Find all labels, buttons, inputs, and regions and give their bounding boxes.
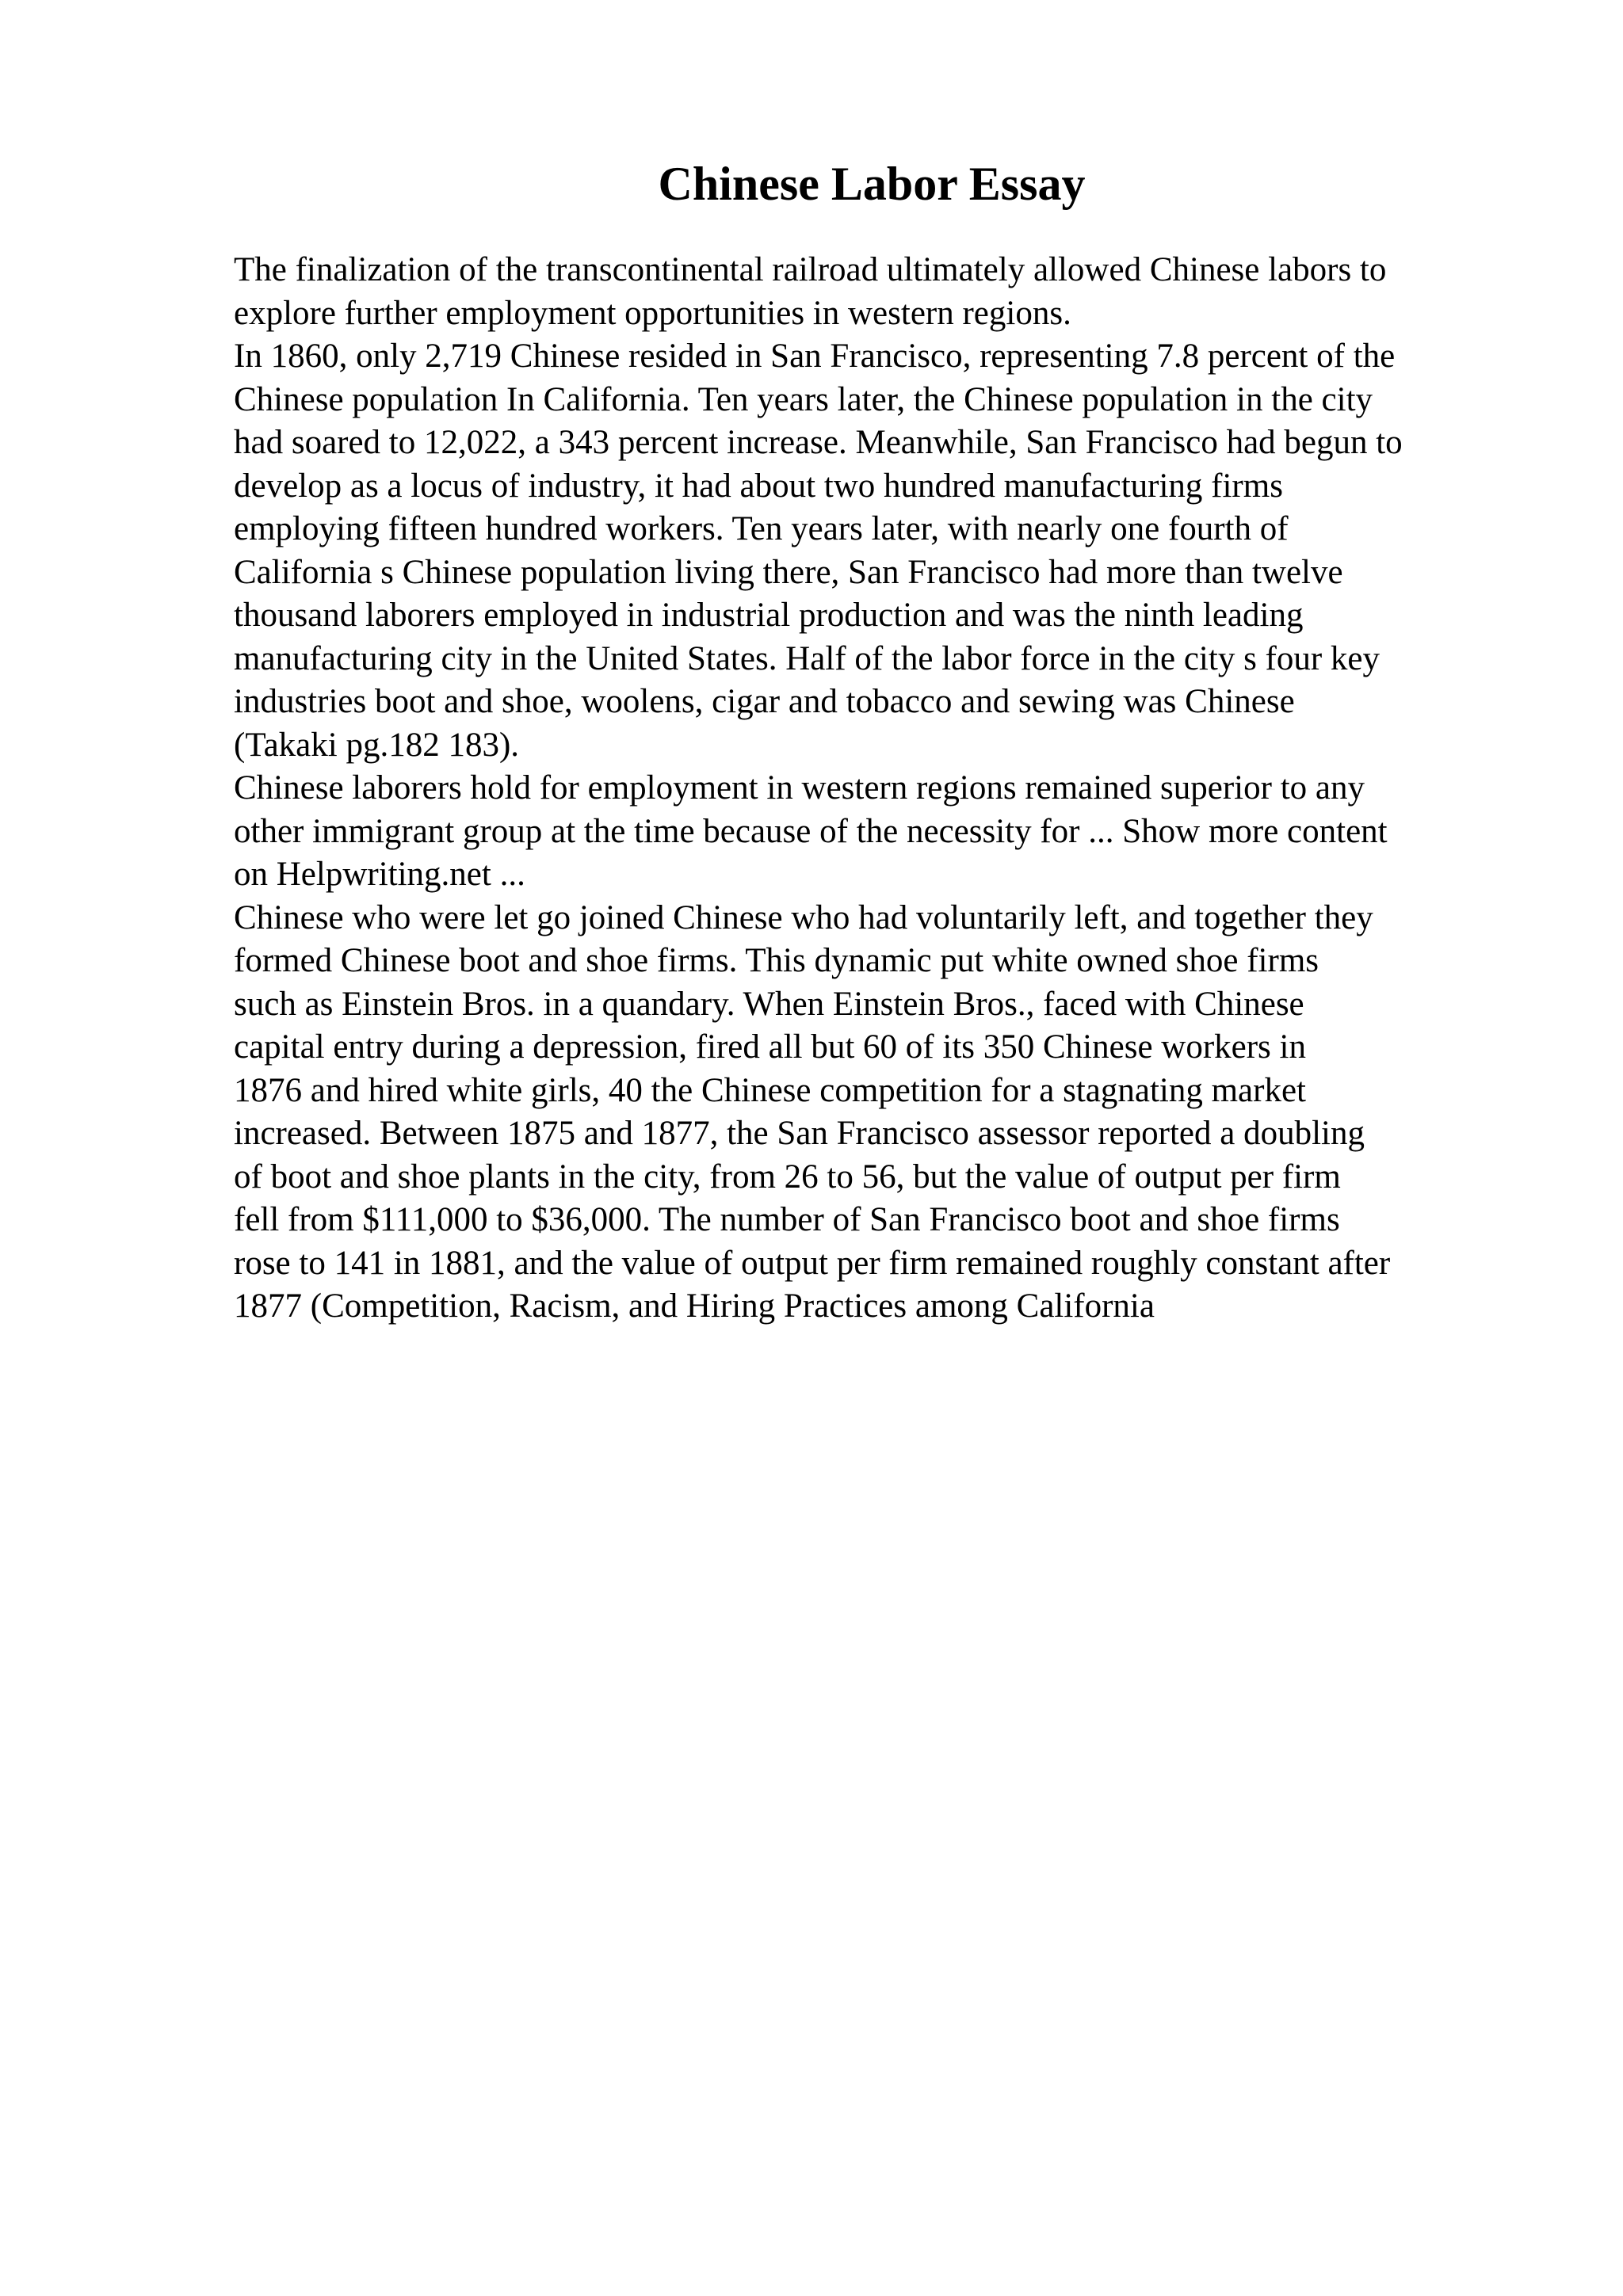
document-title: Chinese Labor Essay [658,158,1086,210]
body-line: on Helpwriting.net ... [234,856,525,893]
body-line: explore further employment opportunities in western regions. [234,294,1071,332]
body-line: Chinese who were let go joined Chinese who had voluntarily left, and together they [234,898,1373,936]
body-line: increased. Between 1875 and 1877, the San Francisco assessor reported a doubling [234,1115,1365,1152]
body-line: other immigrant group at the time because of the necessity for ... Show more content [234,812,1388,850]
body-line: 1876 and hired white girls, 40 the Chinese competition for a stagnating market [234,1071,1306,1109]
body-line: (Takaki pg.182 183). [234,726,520,764]
document-body [234,249,1597,1329]
body-line: thousand laborers employed in industrial production and was the ninth leading [234,597,1304,634]
body-line: The finalization of the transcontinental railroad ultimately allowed Chinese labors to [234,251,1387,288]
body-line: had soared to 12,022, a 343 percent increase. Meanwhile, San Francisco had begun to [234,424,1403,461]
body-line: industries boot and shoe, woolens, cigar and tobacco and sewing was Chinese [234,683,1295,720]
body-line: 1877 (Competition, Racism, and Hiring Practices among California [234,1287,1155,1325]
body-line: Chinese laborers hold for employment in western regions remained superior to any [234,769,1365,807]
body-line: fell from $111,000 to $36,000. The number of San Francisco boot and shoe firms [234,1201,1340,1238]
body-line: California s Chinese population living there, San Francisco had more than twelve [234,553,1343,591]
body-line: Chinese population In California. Ten years later, the Chinese population in the city [234,380,1373,418]
body-line: employing fifteen hundred workers. Ten years later, with nearly one fourth of [234,510,1289,547]
body-line: of boot and shoe plants in the city, from 26 to 56, but the value of output per firm [234,1158,1341,1196]
body-line: formed Chinese boot and shoe firms. This dynamic put white owned shoe firms [234,942,1319,979]
body-line: such as Einstein Bros. in a quandary. When Einstein Bros., faced with Chinese [234,985,1304,1023]
body-line: manufacturing city in the United States. Half of the labor force in the city s four key [234,639,1381,677]
body-line: capital entry during a depression, fired all but 60 of its 350 Chinese workers in [234,1028,1306,1066]
body-line: In 1860, only 2,719 Chinese resided in San Francisco, representing 7.8 percent of the [234,338,1396,375]
body-line: rose to 141 in 1881, and the value of output per firm remained roughly constant after [234,1244,1391,1282]
body-line: develop as a locus of industry, it had about two hundred manufacturing firms [234,467,1283,505]
